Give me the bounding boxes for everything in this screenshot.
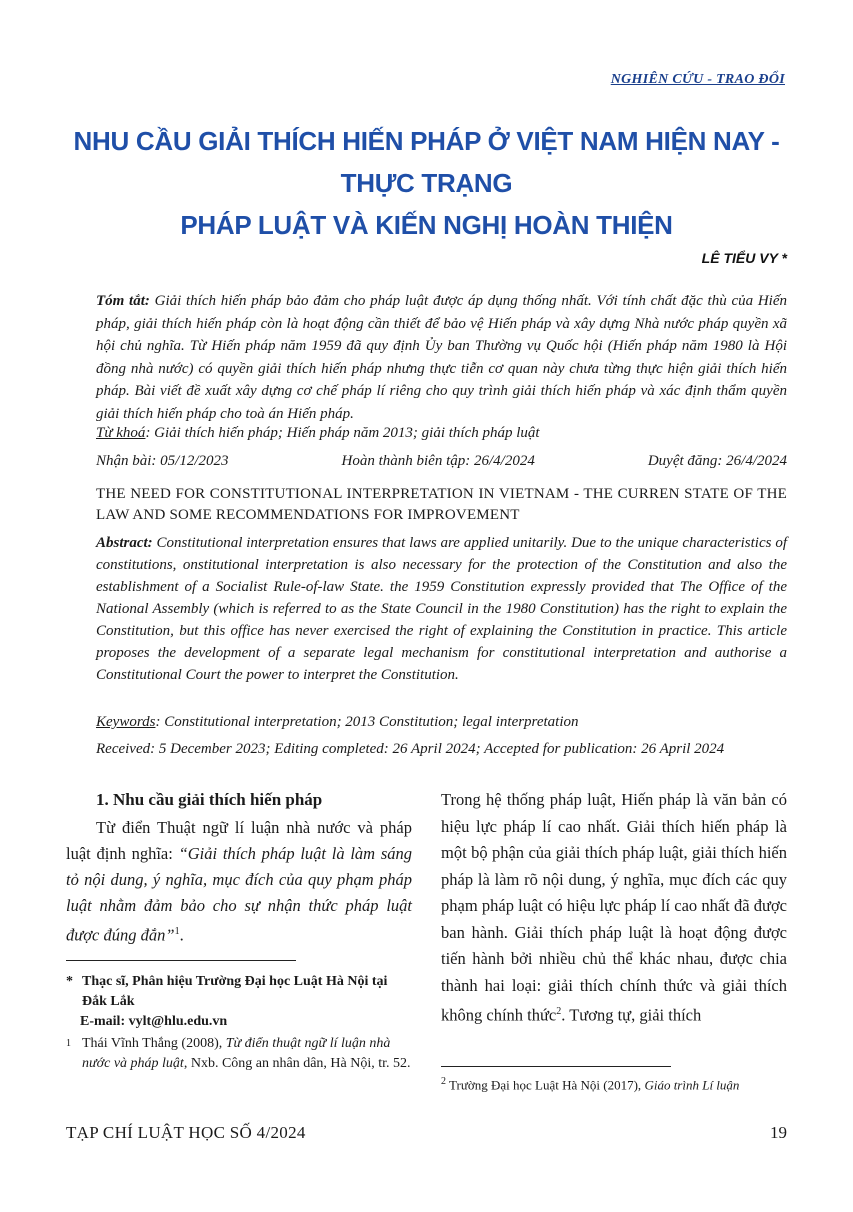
edited-vi: Hoàn thành biên tập: 26/4/2024 xyxy=(341,453,535,469)
author-email[interactable]: E-mail: vylt@hlu.edu.vn xyxy=(80,1014,228,1029)
abstract-vi-label: Tóm tắt: xyxy=(96,293,150,309)
footnote-1-author: Thái Vĩnh Thắng (2008), xyxy=(82,1036,226,1051)
dates-vi xyxy=(96,453,787,470)
keywords-en-text: : Constitutional interpretation; 2013 Constitution; legal interpretation xyxy=(155,714,579,730)
keywords-vi-text: : Giải thích hiến pháp; Hiến pháp năm 2013; giải thích pháp luật xyxy=(145,425,540,441)
section-tag: NGHIÊN CỨU - TRAO ĐỔI xyxy=(610,72,785,87)
title-line-2: PHÁP LUẬT VÀ KIẾN NGHỊ HOÀN THIỆN xyxy=(180,210,673,240)
para-end: . Tương tự, giải thích xyxy=(561,1005,702,1025)
footnote-divider-left xyxy=(66,960,296,961)
author-affiliation: Thạc sĩ, Phân hiệu Trường Đại học Luật Hà Nội tại Đắk Lắk xyxy=(82,974,388,1009)
keywords-en-label: Keywords xyxy=(96,714,156,730)
footnote-1-publisher: , Nxb. Công an nhân dân, Hà Nội, tr. 52. xyxy=(183,1056,411,1071)
keywords-en xyxy=(96,714,787,731)
accepted-vi: Duyệt đăng: 26/4/2024 xyxy=(647,453,787,469)
section-heading: 1. Nhu cầu giải thích hiến pháp xyxy=(96,790,323,809)
dates-en: Received: 5 December 2023; Editing completed: 26 April 2024; Accepted for publication: 26 April 2024 xyxy=(96,741,725,757)
keywords-vi-label: Từ khoá xyxy=(96,425,146,441)
article-title xyxy=(60,120,793,246)
abstract-en-text: Constitutional interpretation ensures that laws are applied unitarily. Due to the unique characteristics of constitutions, onstitutional interpretation is also necessary for the protection of the Constitution and also the establishment of a Socialist Rule-of-law State. the 1959 Constitution expressly provided that The Office of the National Assembly (which is referred to as the State Council in the 1980 Constitution) has the right to explain the Constitution, but this office has never exercised the right of explaining the Constitution in practice. This article proposes the development of a separate legal mechanism for constitutional interpretation and authorise a Constitutional Court the power to interpret the Constitution. xyxy=(96,535,787,683)
para-end: . xyxy=(179,925,184,945)
abstract-vi xyxy=(96,290,787,425)
definition-quote: “Giải thích pháp luật là làm sáng tỏ nội dung, ý nghĩa, mục đích của quy phạm pháp luật nhằm đảm bảo cho sự nhận thức pháp luật được đúng đắn” xyxy=(66,844,412,945)
keywords-vi xyxy=(96,425,787,442)
author-footnote xyxy=(66,972,412,1012)
body-paragraph-right xyxy=(441,787,787,1029)
footnotes-left xyxy=(66,972,412,1074)
footnote-1 xyxy=(66,1034,412,1074)
para-text: Trong hệ thống pháp luật, Hiến pháp là văn bản có hiệu lực pháp lí cao nhất. Giải thích hiến pháp là một bộ phận của giải thích pháp luật, giải thích hiến pháp là làm rõ nội dung, ý nghĩa, mục đích các quy phạm pháp luật có hiệu lực pháp lí cao nhất đã được ban hành. Giải thích pháp luật là hoạt động được tiến hành bởi nhiều chủ thể khác nhau, được chia thành hai loại: giải thích chính thức và giải thích không chính thức xyxy=(441,790,787,1025)
footnote-1-title: Từ điển thuật ngữ lí luận nhà nước và pháp luật xyxy=(82,1036,391,1071)
footnote-ref-1[interactable]: 1 xyxy=(174,926,180,937)
footnote-divider-right xyxy=(441,1066,671,1067)
received-vi: Nhận bài: 05/12/2023 xyxy=(96,453,229,469)
footnote-2-title: Giáo trình Lí luận xyxy=(644,1077,740,1093)
author-footnote-mark: * xyxy=(66,974,73,989)
author-name: LÊ TIỂU VY * xyxy=(701,250,787,266)
body-paragraph-left xyxy=(66,815,412,949)
footnote-2-mark: 2 xyxy=(441,1076,446,1087)
footnote-2-author: Trường Đại học Luật Hà Nội (2017), xyxy=(446,1077,645,1093)
footnote-1-mark: 1 xyxy=(66,1038,71,1049)
para-text: Từ điển Thuật ngữ lí luận nhà nước và pháp luật định nghĩa: xyxy=(66,818,412,863)
footnote-ref-2[interactable]: 2 xyxy=(556,1006,562,1017)
abstract-vi-text: Giải thích hiến pháp bảo đảm cho pháp luật được áp dụng thống nhất. Với tính chất đặc thù của Hiến pháp, giải thích hiến pháp còn là hoạt động cần thiết để bảo vệ Hiến pháp và xây dựng Nhà nước pháp quyền xã hội chủ nghĩa. Từ Hiến pháp năm 1959 đã quy định Ủy ban Thường vụ Quốc hội (Hiến pháp năm 1980 là Hội đồng nhà nước) có quyền giải thích hiến pháp nhưng thực tiễn cơ quan này chưa từng thực hiện giải thích hiến pháp. Bài viết đề xuất xây dựng cơ chế pháp lí riêng cho quy trình giải thích hiến pháp và xác định thẩm quyền giải thích hiến pháp cho toà án Hiến pháp. xyxy=(96,293,787,422)
english-title: THE NEED FOR CONSTITUTIONAL INTERPRETATION IN VIETNAM - THE CURREN STATE OF THE LAW AND SOME RECOMMENDATIONS FOR IMPROVEMENT xyxy=(96,486,787,523)
title-line-1: NHU CẦU GIẢI THÍCH HIẾN PHÁP Ở VIỆT NAM HIỆN NAY - THỰC TRẠNG xyxy=(73,126,780,198)
abstract-en-label: Abstract: xyxy=(96,535,153,551)
abstract-en xyxy=(96,532,787,686)
footnotes-right xyxy=(441,1073,787,1094)
journal-footer: TẠP CHÍ LUẬT HỌC SỐ 4/2024 xyxy=(66,1123,306,1142)
body-column-left xyxy=(66,787,412,949)
page-number: 19 xyxy=(770,1123,787,1142)
body-column-right xyxy=(441,787,787,1029)
